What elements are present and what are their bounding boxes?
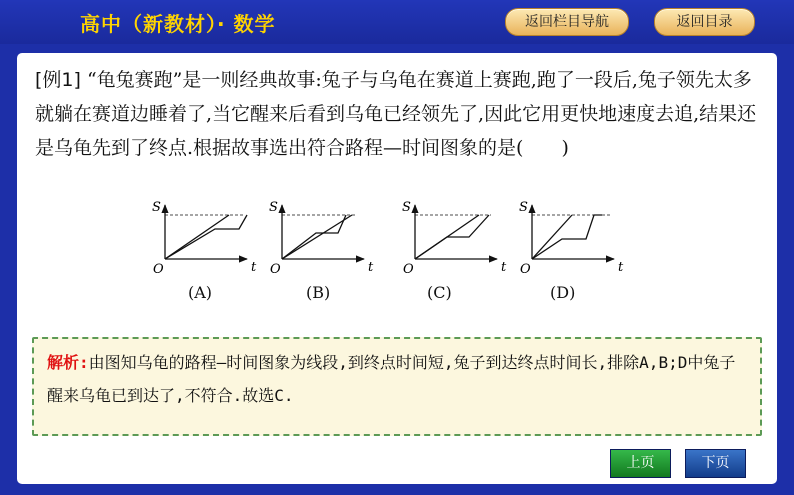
next-page-button[interactable]: 下页 bbox=[685, 449, 746, 478]
graph-a-x-label: t bbox=[251, 260, 257, 275]
header-bar bbox=[0, 0, 794, 44]
app-title: 高中（新教材）· 数学 bbox=[80, 12, 276, 36]
graph-d-origin: O bbox=[520, 262, 531, 277]
answer-label: 解析: bbox=[47, 353, 89, 372]
answer-box bbox=[32, 337, 762, 436]
graph-b-turtle-line bbox=[282, 215, 352, 259]
graph-b-x-label: t bbox=[368, 260, 374, 275]
option-b-label: (B) bbox=[306, 283, 331, 302]
graph-a-origin: O bbox=[153, 262, 164, 277]
graph-b-origin: O bbox=[270, 262, 281, 277]
option-c-label: (C) bbox=[427, 283, 452, 302]
graph-b-y-label: S bbox=[269, 200, 278, 215]
question-text bbox=[35, 63, 765, 165]
graph-c-rabbit-line bbox=[415, 215, 489, 259]
graph-d-turtle-line bbox=[532, 215, 572, 259]
graph-d-x-label: t bbox=[618, 260, 624, 275]
graph-b bbox=[269, 200, 374, 277]
back-to-section-button[interactable]: 返回栏目导航 bbox=[505, 8, 629, 36]
graph-d-rabbit-line bbox=[532, 215, 602, 259]
content-panel bbox=[17, 53, 777, 484]
answer-text bbox=[47, 346, 747, 412]
question-body: “龟兔赛跑”是一则经典故事:兔子与乌龟在赛道上赛跑,跑了一段后,兔子领先太多就躺在赛道边睡着了,当它醒来后看到乌龟已经领先了,因此它用更快地速度去追,结果还是乌龟先到了终点.根据故事选出符合路程—时间图象的是( ) bbox=[35, 69, 757, 159]
graph-c-x-label: t bbox=[501, 260, 507, 275]
option-a-label: (A) bbox=[188, 283, 213, 302]
answer-body: 由图知乌龟的路程—时间图象为线段,到终点时间短,兔子到达终点时间长,排除A,B;D中兔子醒来乌龟已到达了,不符合.故选C. bbox=[47, 353, 736, 405]
graph-a-turtle-line bbox=[165, 215, 229, 259]
graph-c-origin: O bbox=[403, 262, 414, 277]
back-to-contents-button[interactable]: 返回目录 bbox=[654, 8, 755, 36]
graph-c bbox=[402, 200, 507, 277]
graph-d bbox=[519, 200, 624, 277]
example-tag: [例1] bbox=[35, 69, 81, 91]
graph-a-rabbit-line bbox=[165, 215, 247, 259]
graph-a bbox=[152, 200, 257, 277]
option-d-label: (D) bbox=[550, 283, 576, 302]
graph-c-y-label: S bbox=[402, 200, 411, 215]
graph-d-y-label: S bbox=[519, 200, 528, 215]
previous-page-button[interactable]: 上页 bbox=[610, 449, 671, 478]
graph-a-y-label: S bbox=[152, 200, 161, 215]
